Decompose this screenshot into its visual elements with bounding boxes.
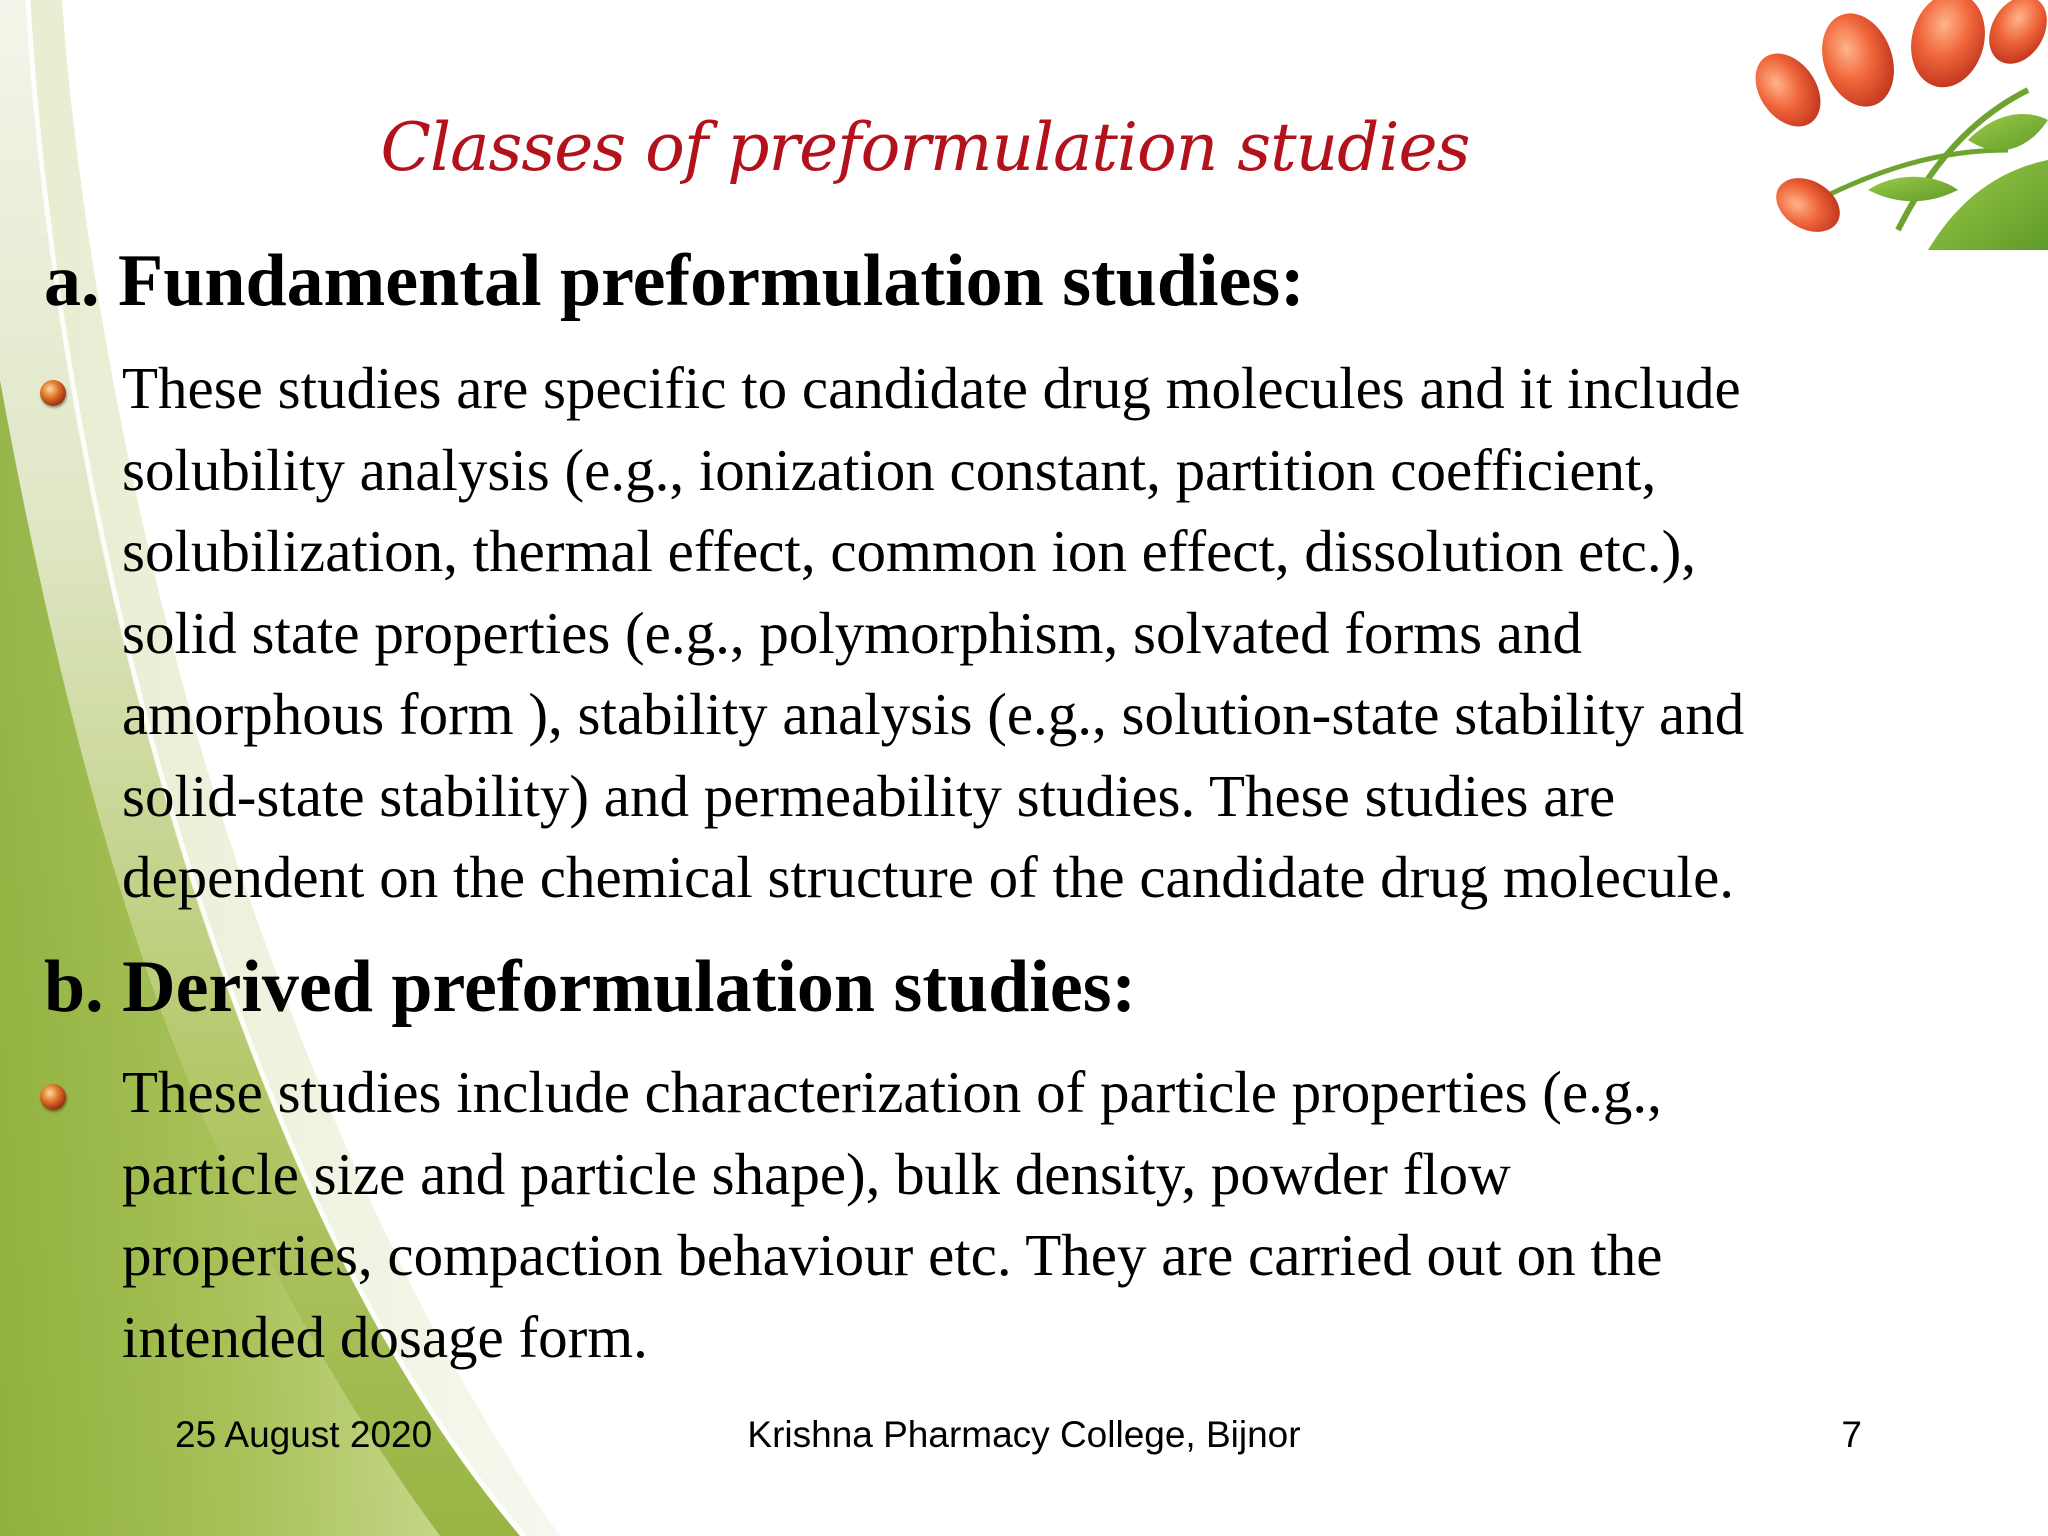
slide-title: Classes of preformulation studies [380, 109, 1470, 186]
paragraph-line: properties, compaction behaviour etc. They are carried out on the [122, 1222, 1663, 1288]
paragraph-line: solid-state stability) and permeability studies. These studies are [122, 762, 1616, 829]
paragraph-line: intended dosage form. [122, 1303, 648, 1370]
section-b-paragraph [122, 1052, 2022, 1378]
paragraph-line: solubilization, thermal effect, common ion effect, dissolution etc.), [122, 518, 1697, 584]
paragraph-line: amorphous form ), stability analysis (e.g., solution-state stability and [122, 681, 1745, 747]
paragraph-line: solubility analysis (e.g., ionization constant, partition coefficient, [122, 436, 1657, 503]
paragraph-line: particle size and particle shape), bulk density, powder flow [122, 1140, 1511, 1207]
paragraph-line: These studies are specific to candidate drug molecules and it include [122, 355, 1741, 421]
bullet-icon [40, 1084, 66, 1110]
bullet-icon [40, 380, 66, 406]
footer-page-number: 7 [1841, 1414, 1862, 1455]
paragraph-line: dependent on the chemical structure of the candidate drug molecule. [122, 844, 1735, 910]
section-a-paragraph [122, 348, 2022, 919]
paragraph-line: These studies include characterization of particle properties (e.g., [122, 1059, 1662, 1125]
section-b-heading: b. Derived preformulation studies: [44, 946, 1137, 1028]
paragraph-line: solid state properties (e.g., polymorphism, solvated forms and [122, 599, 1582, 666]
footer-institution: Krishna Pharmacy College, Bijnor [747, 1414, 1301, 1455]
section-a-heading: a. Fundamental preformulation studies: [44, 240, 1305, 322]
footer-date: 25 August 2020 [175, 1414, 433, 1455]
